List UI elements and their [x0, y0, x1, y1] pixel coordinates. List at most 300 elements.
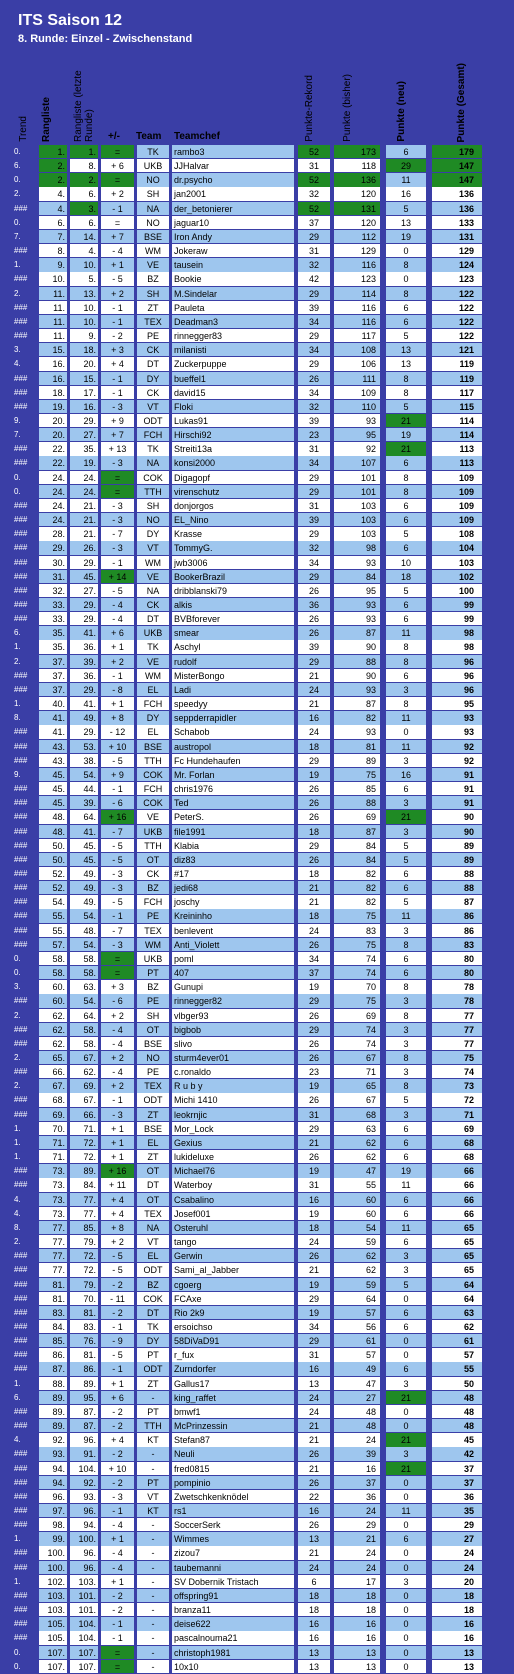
points-new-cell: 0 — [386, 272, 426, 285]
points-total-cell: 71 — [432, 1108, 482, 1121]
prev-rank-cell: 21. — [70, 499, 98, 512]
team-cell: COK — [137, 796, 169, 809]
record-cell: 21 — [298, 895, 330, 908]
points-before-cell: 24 — [334, 1504, 380, 1517]
trend-cell: 7. — [14, 230, 36, 243]
teamchef-cell: donjorgos — [172, 499, 294, 512]
team-cell: TTH — [137, 754, 169, 767]
record-cell: 52 — [298, 173, 330, 186]
table-row — [0, 556, 514, 570]
team-cell: BZ — [137, 980, 169, 993]
team-cell: TTH — [137, 839, 169, 852]
points-before-cell: 109 — [334, 386, 380, 399]
record-cell: 22 — [298, 1490, 330, 1503]
points-before-cell: 49 — [334, 1362, 380, 1375]
diff-cell: + 2 — [101, 287, 134, 300]
prev-rank-cell: 29. — [70, 612, 98, 625]
points-before-cell: 118 — [334, 159, 380, 172]
record-cell: 16 — [298, 1504, 330, 1517]
points-before-cell: 92 — [334, 442, 380, 455]
teamchef-cell: konsi2000 — [172, 456, 294, 469]
header-trend: Trend — [18, 116, 29, 142]
trend-cell: ### — [14, 1178, 36, 1191]
record-cell: 29 — [298, 527, 330, 540]
prev-rank-cell: 92. — [70, 1476, 98, 1489]
team-cell: DY — [137, 1334, 169, 1347]
table-row — [0, 1235, 514, 1249]
points-new-cell: 0 — [386, 1631, 426, 1644]
points-before-cell: 62 — [334, 1136, 380, 1149]
page-title: ITS Saison 12 — [18, 12, 123, 29]
points-new-cell: 6 — [386, 1532, 426, 1545]
teamchef-cell: 58DiVaD91 — [172, 1334, 294, 1347]
points-total-cell: 65 — [432, 1249, 482, 1262]
points-new-cell: 6 — [386, 145, 426, 158]
points-total-cell: 99 — [432, 612, 482, 625]
points-total-cell: 92 — [432, 740, 482, 753]
team-cell: PE — [137, 1065, 169, 1078]
points-before-cell: 57 — [334, 1306, 380, 1319]
team-cell: FCH — [137, 697, 169, 710]
team-cell: DT — [137, 1178, 169, 1191]
prev-rank-cell: 44. — [70, 782, 98, 795]
points-total-cell: 45 — [432, 1433, 482, 1446]
table-row — [0, 810, 514, 824]
record-cell: 36 — [298, 598, 330, 611]
points-total-cell: 72 — [432, 1093, 482, 1106]
diff-cell: - 3 — [101, 499, 134, 512]
trend-cell: ### — [14, 556, 36, 569]
points-total-cell: 66 — [432, 1207, 482, 1220]
record-cell: 31 — [298, 1108, 330, 1121]
record-cell: 21 — [298, 881, 330, 894]
teamchef-cell: bmwf1 — [172, 1405, 294, 1418]
prev-rank-cell: 13. — [70, 287, 98, 300]
teamchef-cell: pascalnouma21 — [172, 1631, 294, 1644]
points-before-cell: 101 — [334, 485, 380, 498]
trend-cell: ### — [14, 754, 36, 767]
team-cell: DY — [137, 527, 169, 540]
points-new-cell: 13 — [386, 216, 426, 229]
trend-cell: ### — [14, 1306, 36, 1319]
points-total-cell: 91 — [432, 768, 482, 781]
record-cell: 31 — [298, 1178, 330, 1191]
team-cell: SH — [137, 1009, 169, 1022]
team-cell: - — [137, 1561, 169, 1574]
record-cell: 24 — [298, 683, 330, 696]
record-cell: 26 — [298, 1476, 330, 1489]
rank-cell: 89. — [39, 1391, 67, 1404]
record-cell: 32 — [298, 400, 330, 413]
teamchef-cell: Streiti13a — [172, 442, 294, 455]
team-cell: SH — [137, 499, 169, 512]
points-new-cell: 21 — [386, 442, 426, 455]
trend-cell: 6. — [14, 1391, 36, 1404]
table-row — [0, 485, 514, 499]
rank-cell: 100. — [39, 1546, 67, 1559]
trend-cell: ### — [14, 1362, 36, 1375]
prev-rank-cell: 1. — [70, 145, 98, 158]
rank-cell: 58. — [39, 952, 67, 965]
rank-cell: 94. — [39, 1476, 67, 1489]
points-total-cell: 80 — [432, 966, 482, 979]
teamchef-cell: Deadman3 — [172, 315, 294, 328]
table-row — [0, 456, 514, 470]
table-row — [0, 386, 514, 400]
points-before-cell: 83 — [334, 924, 380, 937]
team-cell: - — [137, 1532, 169, 1545]
points-new-cell: 6 — [386, 1122, 426, 1135]
points-total-cell: 100 — [432, 584, 482, 597]
points-before-cell: 16 — [334, 1631, 380, 1644]
trend-cell: 1. — [14, 1150, 36, 1163]
points-total-cell: 42 — [432, 1447, 482, 1460]
points-before-cell: 24 — [334, 1546, 380, 1559]
table-row — [0, 1546, 514, 1560]
teamchef-cell: Ladi — [172, 683, 294, 696]
points-total-cell: 119 — [432, 372, 482, 385]
trend-cell: ### — [14, 881, 36, 894]
points-total-cell: 109 — [432, 513, 482, 526]
record-cell: 31 — [298, 1348, 330, 1361]
points-new-cell: 5 — [386, 400, 426, 413]
teamchef-cell: rinnegger82 — [172, 994, 294, 1007]
diff-cell: - 3 — [101, 1490, 134, 1503]
rank-cell: 45. — [39, 782, 67, 795]
teamchef-cell: ersoichso — [172, 1320, 294, 1333]
points-new-cell: 6 — [386, 782, 426, 795]
record-cell: 26 — [298, 612, 330, 625]
team-cell: NA — [137, 584, 169, 597]
teamchef-cell: alkis — [172, 598, 294, 611]
teamchef-cell: SV Dobernik Tristach — [172, 1575, 294, 1588]
diff-cell: - 1 — [101, 372, 134, 385]
table-row — [0, 1263, 514, 1277]
record-cell: 24 — [298, 725, 330, 738]
points-before-cell: 27 — [334, 1391, 380, 1404]
points-new-cell: 3 — [386, 1575, 426, 1588]
trend-cell: 7. — [14, 428, 36, 441]
points-total-cell: 88 — [432, 867, 482, 880]
record-cell: 23 — [298, 1065, 330, 1078]
rank-cell: 20. — [39, 414, 67, 427]
rank-cell: 88. — [39, 1377, 67, 1390]
teamchef-cell: Waterboy — [172, 1178, 294, 1191]
header-punkte-bisher: Punkte (bisher) — [342, 74, 353, 142]
team-cell: DT — [137, 1306, 169, 1319]
record-cell: 16 — [298, 1617, 330, 1630]
prev-rank-cell: 84. — [70, 1178, 98, 1191]
points-total-cell: 91 — [432, 796, 482, 809]
table-row — [0, 1377, 514, 1391]
rank-cell: 93. — [39, 1447, 67, 1460]
team-cell: UKB — [137, 159, 169, 172]
rank-cell: 73. — [39, 1193, 67, 1206]
team-cell: TK — [137, 145, 169, 158]
rank-cell: 96. — [39, 1490, 67, 1503]
points-total-cell: 48 — [432, 1419, 482, 1432]
trend-cell: ### — [14, 301, 36, 314]
record-cell: 26 — [298, 1093, 330, 1106]
diff-cell: - 1 — [101, 782, 134, 795]
diff-cell: - 4 — [101, 612, 134, 625]
teamchef-cell: Mor_Lock — [172, 1122, 294, 1135]
table-row — [0, 980, 514, 994]
table-row — [0, 1504, 514, 1518]
points-before-cell: 55 — [334, 1178, 380, 1191]
prev-rank-cell: 54. — [70, 909, 98, 922]
points-before-cell: 54 — [334, 1221, 380, 1234]
team-cell: SH — [137, 287, 169, 300]
points-total-cell: 147 — [432, 173, 482, 186]
trend-cell: ### — [14, 272, 36, 285]
prev-rank-cell: 16. — [70, 400, 98, 413]
points-before-cell: 74 — [334, 1023, 380, 1036]
prev-rank-cell: 18. — [70, 343, 98, 356]
points-new-cell: 6 — [386, 1306, 426, 1319]
points-new-cell: 21 — [386, 1462, 426, 1475]
diff-cell: + 16 — [101, 1164, 134, 1177]
points-before-cell: 16 — [334, 1462, 380, 1475]
points-total-cell: 20 — [432, 1575, 482, 1588]
record-cell: 26 — [298, 782, 330, 795]
team-cell: PE — [137, 909, 169, 922]
teamchef-cell: M.Sindelar — [172, 287, 294, 300]
record-cell: 26 — [298, 853, 330, 866]
points-new-cell: 6 — [386, 499, 426, 512]
points-total-cell: 114 — [432, 428, 482, 441]
team-cell: COK — [137, 471, 169, 484]
teamchef-cell: Krasse — [172, 527, 294, 540]
record-cell: 26 — [298, 372, 330, 385]
points-total-cell: 108 — [432, 527, 482, 540]
diff-cell: - 1 — [101, 1320, 134, 1333]
prev-rank-cell: 91. — [70, 1447, 98, 1460]
trend-cell: ### — [14, 527, 36, 540]
record-cell: 19 — [298, 1164, 330, 1177]
points-before-cell: 116 — [334, 258, 380, 271]
points-before-cell: 123 — [334, 272, 380, 285]
diff-cell: + 10 — [101, 1462, 134, 1475]
points-before-cell: 84 — [334, 839, 380, 852]
diff-cell: - 4 — [101, 598, 134, 611]
points-new-cell: 5 — [386, 527, 426, 540]
teamchef-cell: Kreininho — [172, 909, 294, 922]
rank-cell: 22. — [39, 442, 67, 455]
team-cell: - — [137, 1518, 169, 1531]
trend-cell: ### — [14, 938, 36, 951]
record-cell: 24 — [298, 1405, 330, 1418]
trend-cell: ### — [14, 1518, 36, 1531]
table-row — [0, 994, 514, 1008]
prev-rank-cell: 3. — [70, 202, 98, 215]
points-before-cell: 69 — [334, 1009, 380, 1022]
team-cell: CK — [137, 867, 169, 880]
teamchef-cell: david15 — [172, 386, 294, 399]
points-new-cell: 6 — [386, 301, 426, 314]
record-cell: 24 — [298, 1561, 330, 1574]
record-cell: 52 — [298, 202, 330, 215]
table-row — [0, 1079, 514, 1093]
points-total-cell: 65 — [432, 1263, 482, 1276]
team-cell: BSE — [137, 1122, 169, 1135]
points-before-cell: 67 — [334, 1093, 380, 1106]
table-row — [0, 796, 514, 810]
record-cell: 21 — [298, 1419, 330, 1432]
teamchef-cell: Mr. Forlan — [172, 768, 294, 781]
prev-rank-cell: 79. — [70, 1235, 98, 1248]
rank-cell: 57. — [39, 938, 67, 951]
prev-rank-cell: 93. — [70, 1490, 98, 1503]
record-cell: 29 — [298, 994, 330, 1007]
teamchef-cell: bigbob — [172, 1023, 294, 1036]
teamchef-cell: taubemanni — [172, 1561, 294, 1574]
record-cell: 13 — [298, 1646, 330, 1659]
points-new-cell: 3 — [386, 1249, 426, 1262]
rank-cell: 29. — [39, 541, 67, 554]
points-before-cell: 93 — [334, 556, 380, 569]
record-cell: 32 — [298, 258, 330, 271]
points-before-cell: 88 — [334, 655, 380, 668]
rank-cell: 1. — [39, 145, 67, 158]
table-row — [0, 839, 514, 853]
points-before-cell: 63 — [334, 1122, 380, 1135]
record-cell: 34 — [298, 456, 330, 469]
prev-rank-cell: 10. — [70, 258, 98, 271]
trend-cell: ### — [14, 1462, 36, 1475]
record-cell: 29 — [298, 485, 330, 498]
points-before-cell: 75 — [334, 768, 380, 781]
trend-cell: ### — [14, 1093, 36, 1106]
prev-rank-cell: 10. — [70, 315, 98, 328]
teamchef-cell: benlevent — [172, 924, 294, 937]
record-cell: 24 — [298, 1391, 330, 1404]
table-row — [0, 541, 514, 555]
points-before-cell: 47 — [334, 1377, 380, 1390]
trend-cell: 4. — [14, 1207, 36, 1220]
rank-cell: 20. — [39, 428, 67, 441]
points-before-cell: 13 — [334, 1646, 380, 1659]
rank-cell: 54. — [39, 895, 67, 908]
points-new-cell: 3 — [386, 924, 426, 937]
record-cell: 34 — [298, 315, 330, 328]
record-cell: 29 — [298, 754, 330, 767]
table-row — [0, 372, 514, 386]
diff-cell: + 6 — [101, 626, 134, 639]
points-new-cell: 0 — [386, 1603, 426, 1616]
team-cell: BZ — [137, 272, 169, 285]
trend-cell: ### — [14, 570, 36, 583]
prev-rank-cell: 53. — [70, 740, 98, 753]
teamchef-cell: deise622 — [172, 1617, 294, 1630]
points-total-cell: 16 — [432, 1617, 482, 1630]
diff-cell: - 5 — [101, 1348, 134, 1361]
trend-cell: 2. — [14, 655, 36, 668]
record-cell: 26 — [298, 1249, 330, 1262]
diff-cell: + 2 — [101, 187, 134, 200]
table-row — [0, 1334, 514, 1348]
diff-cell: + 11 — [101, 1178, 134, 1191]
rank-cell: 18. — [39, 386, 67, 399]
team-cell: UKB — [137, 952, 169, 965]
points-new-cell: 3 — [386, 825, 426, 838]
record-cell: 32 — [298, 187, 330, 200]
teamchef-cell: der_betonierer — [172, 202, 294, 215]
points-total-cell: 115 — [432, 400, 482, 413]
points-total-cell: 73 — [432, 1079, 482, 1092]
teamchef-cell: JJHalvar — [172, 159, 294, 172]
record-cell: 31 — [298, 159, 330, 172]
rank-cell: 45. — [39, 768, 67, 781]
points-total-cell: 77 — [432, 1009, 482, 1022]
trend-cell: 1. — [14, 1532, 36, 1545]
diff-cell: + 4 — [101, 1433, 134, 1446]
points-before-cell: 84 — [334, 853, 380, 866]
table-row — [0, 1108, 514, 1122]
points-before-cell: 69 — [334, 810, 380, 823]
points-before-cell: 103 — [334, 499, 380, 512]
diff-cell: - 7 — [101, 924, 134, 937]
rank-cell: 50. — [39, 853, 67, 866]
record-cell: 19 — [298, 1278, 330, 1291]
teamchef-cell: austropol — [172, 740, 294, 753]
points-total-cell: 80 — [432, 952, 482, 965]
team-cell: TTH — [137, 1419, 169, 1432]
team-cell: VT — [137, 400, 169, 413]
prev-rank-cell: 24. — [70, 471, 98, 484]
teamchef-cell: Schabob — [172, 725, 294, 738]
team-cell: DT — [137, 357, 169, 370]
trend-cell: ### — [14, 456, 36, 469]
table-row — [0, 924, 514, 938]
record-cell: 18 — [298, 909, 330, 922]
prev-rank-cell: 2. — [70, 173, 98, 186]
rank-cell: 62. — [39, 1023, 67, 1036]
prev-rank-cell: 27. — [70, 428, 98, 441]
points-before-cell: 131 — [334, 202, 380, 215]
points-before-cell: 64 — [334, 1292, 380, 1305]
record-cell: 26 — [298, 1447, 330, 1460]
diff-cell: - 5 — [101, 1263, 134, 1276]
table-row — [0, 499, 514, 513]
team-cell: - — [137, 1546, 169, 1559]
trend-cell: 0. — [14, 1646, 36, 1659]
points-total-cell: 64 — [432, 1278, 482, 1291]
points-before-cell: 74 — [334, 952, 380, 965]
prev-rank-cell: 70. — [70, 1292, 98, 1305]
team-cell: OT — [137, 1164, 169, 1177]
points-total-cell: 69 — [432, 1122, 482, 1135]
table-row — [0, 1433, 514, 1447]
prev-rank-cell: 77. — [70, 1207, 98, 1220]
trend-cell: ### — [14, 1561, 36, 1574]
points-before-cell: 13 — [334, 1660, 380, 1673]
record-cell: 16 — [298, 1631, 330, 1644]
trend-cell: 2. — [14, 1009, 36, 1022]
team-cell: ODT — [137, 1362, 169, 1375]
rank-cell: 83. — [39, 1306, 67, 1319]
points-before-cell: 65 — [334, 1079, 380, 1092]
prev-rank-cell: 101. — [70, 1603, 98, 1616]
trend-cell: ### — [14, 584, 36, 597]
points-before-cell: 60 — [334, 1193, 380, 1206]
team-cell: NO — [137, 216, 169, 229]
points-new-cell: 6 — [386, 612, 426, 625]
teamchef-cell: Gerwin — [172, 1249, 294, 1262]
rank-cell: 89. — [39, 1405, 67, 1418]
table-row — [0, 655, 514, 669]
teamchef-cell: Wimmes — [172, 1532, 294, 1545]
